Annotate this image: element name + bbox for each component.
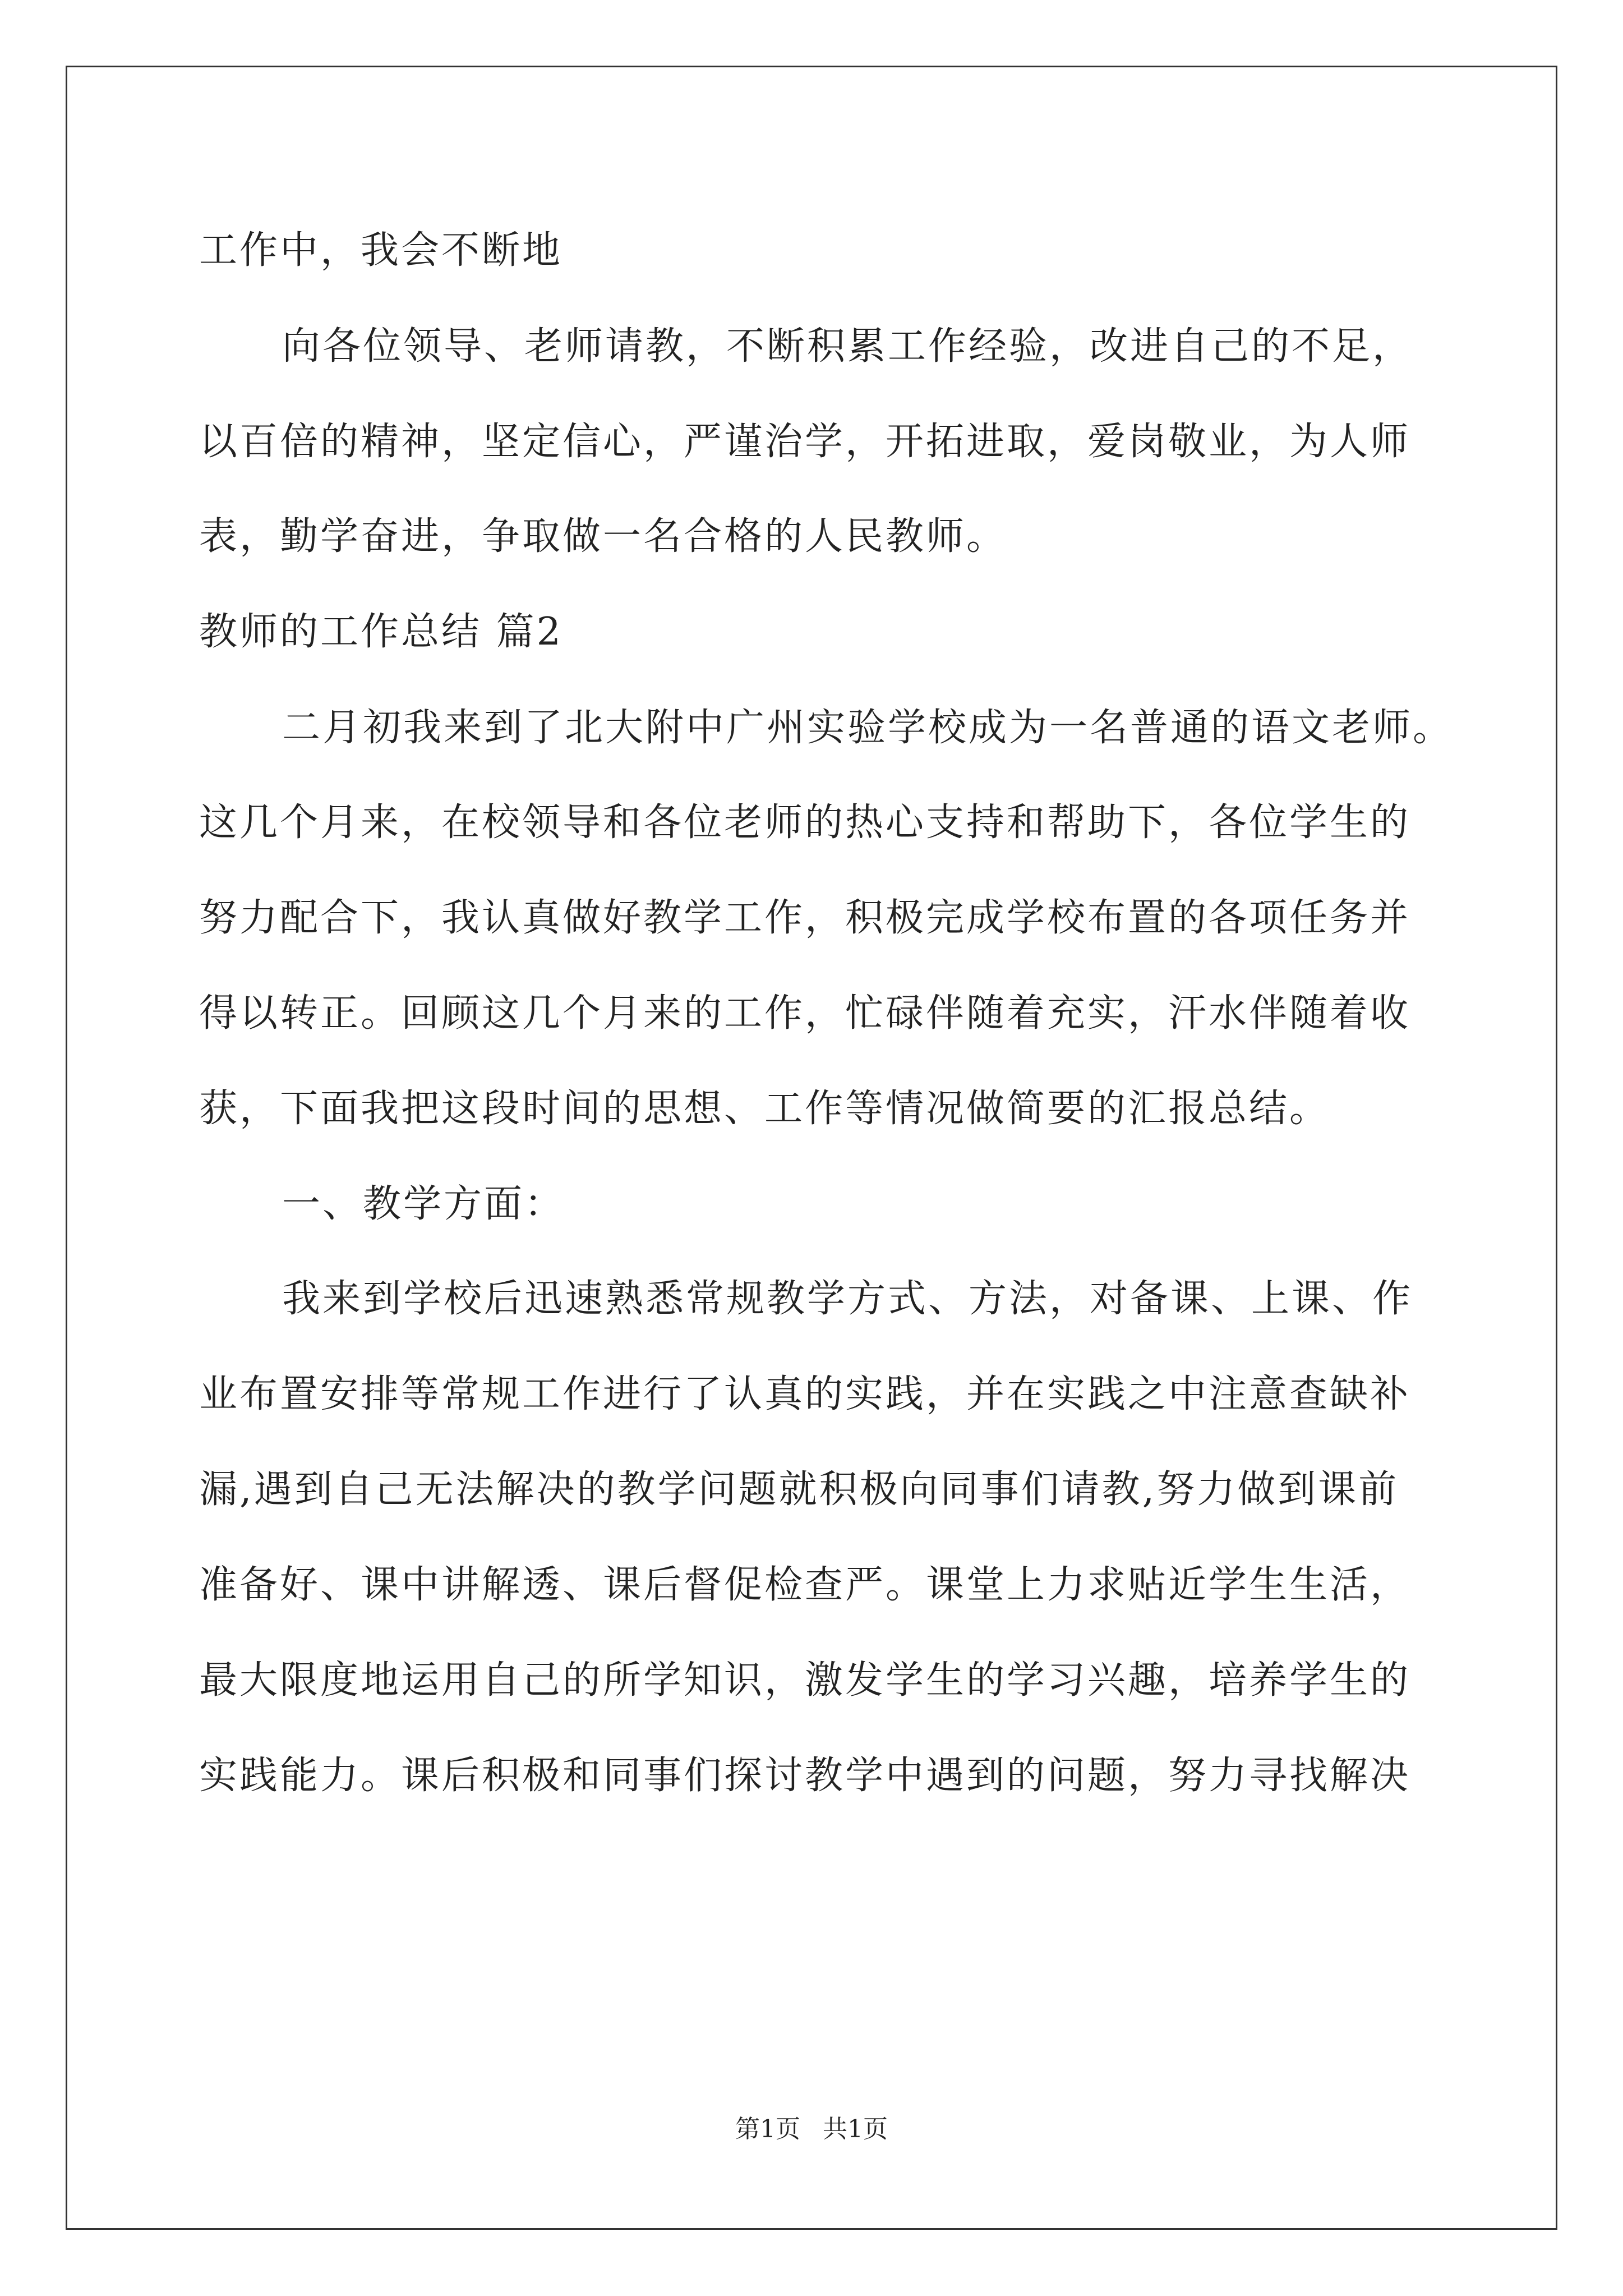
text-line: 获，下面我把这段时间的思想、工作等情况做简要的汇报总结。 — [199, 1087, 1330, 1131]
text-line: 得以转正。回顾这几个月来的工作，忙碌伴随着充实，汗水伴随着收 — [199, 991, 1411, 1036]
text-line: 最大限度地运用自己的所学知识，激发学生的学习兴趣，培养学生的 — [199, 1658, 1411, 1703]
text-line: 努力配合下，我认真做好教学工作，积极完成学校布置的各项任务并 — [199, 896, 1411, 940]
text-line: 实践能力。课后积极和同事们探讨教学中遇到的问题，努力寻找解决 — [199, 1754, 1411, 1798]
text-line: 向各位领导、老师请教，不断积累工作经验，改进自己的不足， — [282, 324, 1413, 369]
text-line: 表，勤学奋进，争取做一名合格的人民教师。 — [199, 514, 1007, 559]
text-line: 漏,遇到自己无法解决的教学问题就积极向同事们请教,努力做到课前 — [199, 1467, 1399, 1512]
page-border — [66, 66, 1557, 2230]
text-line: 二月初我来到了北大附中广州实验学校成为一名普通的语文老师。 — [282, 706, 1454, 750]
section-heading: 教师的工作总结 篇2 — [199, 610, 563, 654]
text-line: 准备好、课中讲解透、课后督促检查严。课堂上力求贴近学生生活， — [199, 1563, 1411, 1607]
page-number: 第1页 — [735, 2115, 800, 2143]
text-line: 我来到学校后迅速熟悉常规教学方式、方法，对备课、上课、作 — [282, 1277, 1413, 1321]
page-footer — [0, 2114, 1623, 2145]
page-total: 共1页 — [823, 2115, 888, 2143]
subheading: 一、教学方面： — [282, 1182, 565, 1226]
text-line: 业布置安排等常规工作进行了认真的实践，并在实践之中注意查缺补 — [199, 1372, 1411, 1416]
text-line: 工作中，我会不断地 — [199, 228, 563, 273]
text-line: 这几个月来，在校领导和各位老师的热心支持和帮助下，各位学生的 — [199, 800, 1411, 845]
text-line: 以百倍的精神，坚定信心，严谨治学，开拓进取，爱岗敬业，为人师 — [199, 420, 1411, 464]
